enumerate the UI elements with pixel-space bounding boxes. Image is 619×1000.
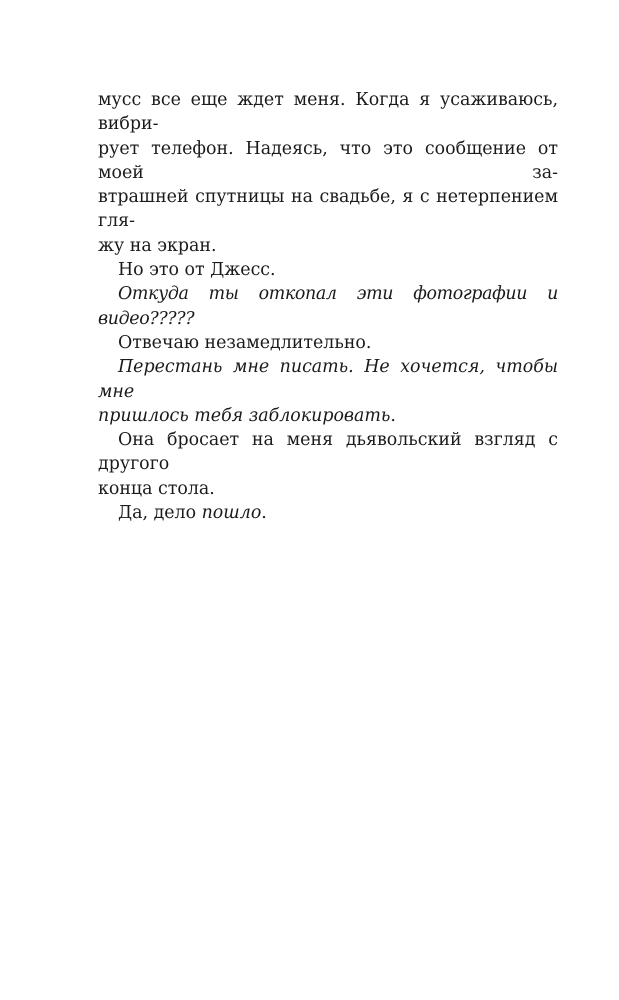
text-line: мусс все еще ждет меня. Когда я усаживаюсь, вибри- [98, 90, 558, 135]
reply-line-period: . [390, 405, 396, 426]
text-line: Она бросает на меня дьявольский взгляд с другого [98, 430, 558, 475]
text-line: Перестань мне писать. Не хочется, чтобы мне [98, 357, 558, 402]
reply-line-italic: пришлось тебя заблокировать [98, 405, 391, 426]
text-fragment: Да, дело [118, 503, 202, 524]
text-line: рует телефон. Надеясь, что это сообщение от моей за- [98, 138, 558, 183]
text-message-jess: Откуда ты откопал эти фотографии и видео????? [98, 284, 558, 329]
text-message-reply [98, 355, 558, 428]
paragraph-2: Но это от Джесс. [118, 260, 276, 281]
paragraph-7 [98, 501, 558, 525]
text-line [98, 404, 558, 428]
text-fragment: . [261, 503, 267, 524]
text-line: жу на экран. [98, 235, 217, 256]
text-line: втрашней спутницы на свадьбе, я с нетерпением гля- [98, 187, 558, 232]
page-body [98, 88, 558, 525]
paragraph-6 [98, 428, 558, 501]
emphasis-text: пошло [201, 503, 262, 524]
paragraph-1 [98, 88, 558, 258]
paragraph-4: Отвечаю незамедлительно. [118, 332, 372, 353]
text-line: конца стола. [98, 478, 215, 499]
